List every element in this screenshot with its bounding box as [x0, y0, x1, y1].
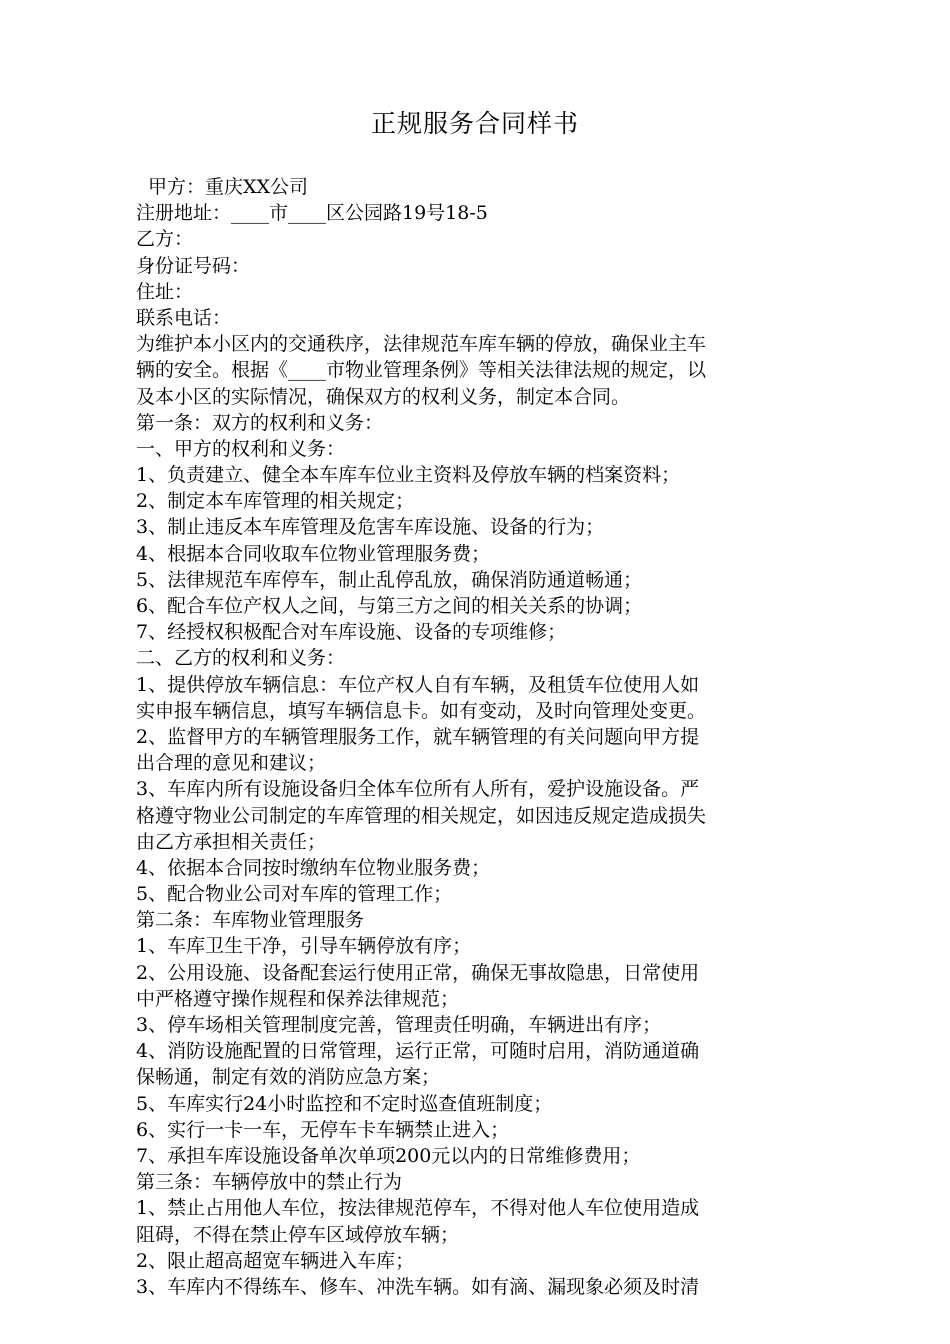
text-line: 中严格遵守操作规程和保养法律规范； — [136, 987, 460, 1010]
text-line: 6、配合车位产权人之间，与第三方之间的相关关系的协调； — [136, 595, 643, 617]
text-line: 4、根据本合同收取车位物业管理服务费； — [136, 542, 491, 565]
text-line: 乙方： — [136, 228, 194, 251]
text-line: 格遵守物业公司制定的车库管理的相关规定，如因违反规定造成损失 — [136, 804, 707, 827]
text-line: 2、公用设施、设备配套运行使用正常，确保无事故隐患，日常使用 — [136, 961, 700, 984]
text-line: 联系电话： — [136, 306, 232, 329]
text-line: 2、限止超高超宽车辆进入车库； — [136, 1249, 415, 1272]
text-line: 5、法律规范车库停车，制止乱停乱放，确保消防通道畅通； — [136, 568, 643, 591]
text-line: 1、车库卫生干净，引导车辆停放有序； — [136, 935, 472, 958]
text-line: 由乙方承担相关责任； — [136, 830, 327, 853]
text-line: 辆的安全。根据《____市物业管理条例》等相关法律法规的规定，以 — [136, 359, 707, 382]
text-line: 第三条：车辆停放中的禁止行为 — [136, 1171, 403, 1194]
text-line: 住址： — [136, 280, 194, 303]
text-line: 3、制止违反本车库管理及危害车库设施、设备的行为； — [136, 516, 605, 539]
text-line: 阻碍，不得在禁止停车区域停放车辆； — [136, 1223, 460, 1246]
text-line: 注册地址：____市____区公园路19号18-5 — [136, 202, 488, 225]
text-line: 5、配合物业公司对车库的管理工作； — [136, 883, 453, 906]
text-line: 1、负责建立、健全本车库车位业主资料及停放车辆的档案资料； — [136, 464, 681, 487]
text-line: 5、车库实行24小时监控和不定时巡查值班制度； — [136, 1092, 553, 1115]
text-line: 4、依据本合同按时缴纳车位物业服务费； — [136, 856, 491, 879]
text-line: 二、乙方的权利和义务： — [136, 647, 346, 670]
text-line: 保畅通，制定有效的消防应急方案； — [136, 1066, 441, 1089]
text-line: 一、甲方的权利和义务： — [136, 437, 346, 460]
text-line: 7、承担车库设施设备单次单项200元以内的日常维修费用； — [136, 1144, 641, 1167]
text-line: 甲方：重庆XX公司 — [148, 176, 309, 198]
document-body — [136, 174, 816, 1300]
text-line: 出合理的意见和建议； — [136, 752, 327, 775]
text-line: 3、车库内不得练车、修车、冲洗车辆。如有滴、漏现象必须及时清 — [136, 1275, 700, 1298]
text-line: 身份证号码： — [136, 254, 251, 277]
text-line: 2、监督甲方的车辆管理服务工作，就车辆管理的有关问题向甲方提 — [136, 725, 700, 748]
text-line: 第一条：双方的权利和义务： — [136, 411, 384, 434]
text-line: 7、经授权积极配合对车库设施、设备的专项维修； — [136, 621, 567, 644]
text-line: 及本小区的实际情况，确保双方的权利义务，制定本合同。 — [136, 385, 631, 408]
text-line: 3、停车场相关管理制度完善，管理责任明确，车辆进出有序； — [136, 1014, 662, 1036]
text-line: 实申报车辆信息，填写车辆信息卡。如有变动，及时向管理处变更。 — [136, 699, 707, 722]
text-line: 6、实行一卡一车，无停车卡车辆禁止进入； — [136, 1118, 510, 1141]
text-line: 4、消防设施配置的日常管理，运行正常，可随时启用，消防通道确 — [136, 1040, 700, 1063]
text-line: 1、禁止占用他人车位，按法律规范停车，不得对他人车位使用造成 — [136, 1197, 700, 1220]
text-line: 1、提供停放车辆信息：车位产权人自有车辆，及租赁车位使用人如 — [136, 673, 700, 696]
text-line: 2、制定本车库管理的相关规定； — [136, 490, 415, 513]
text-line: 3、车库内所有设施设备归全体车位所有人所有，爱护设施设备。严 — [136, 778, 700, 801]
document-title: 正规服务合同样书 — [370, 109, 579, 138]
text-line: 为维护本小区内的交通秩序，法律规范车库车辆的停放，确保业主车 — [136, 333, 707, 356]
text-line: 第二条：车库物业管理服务 — [136, 909, 365, 932]
